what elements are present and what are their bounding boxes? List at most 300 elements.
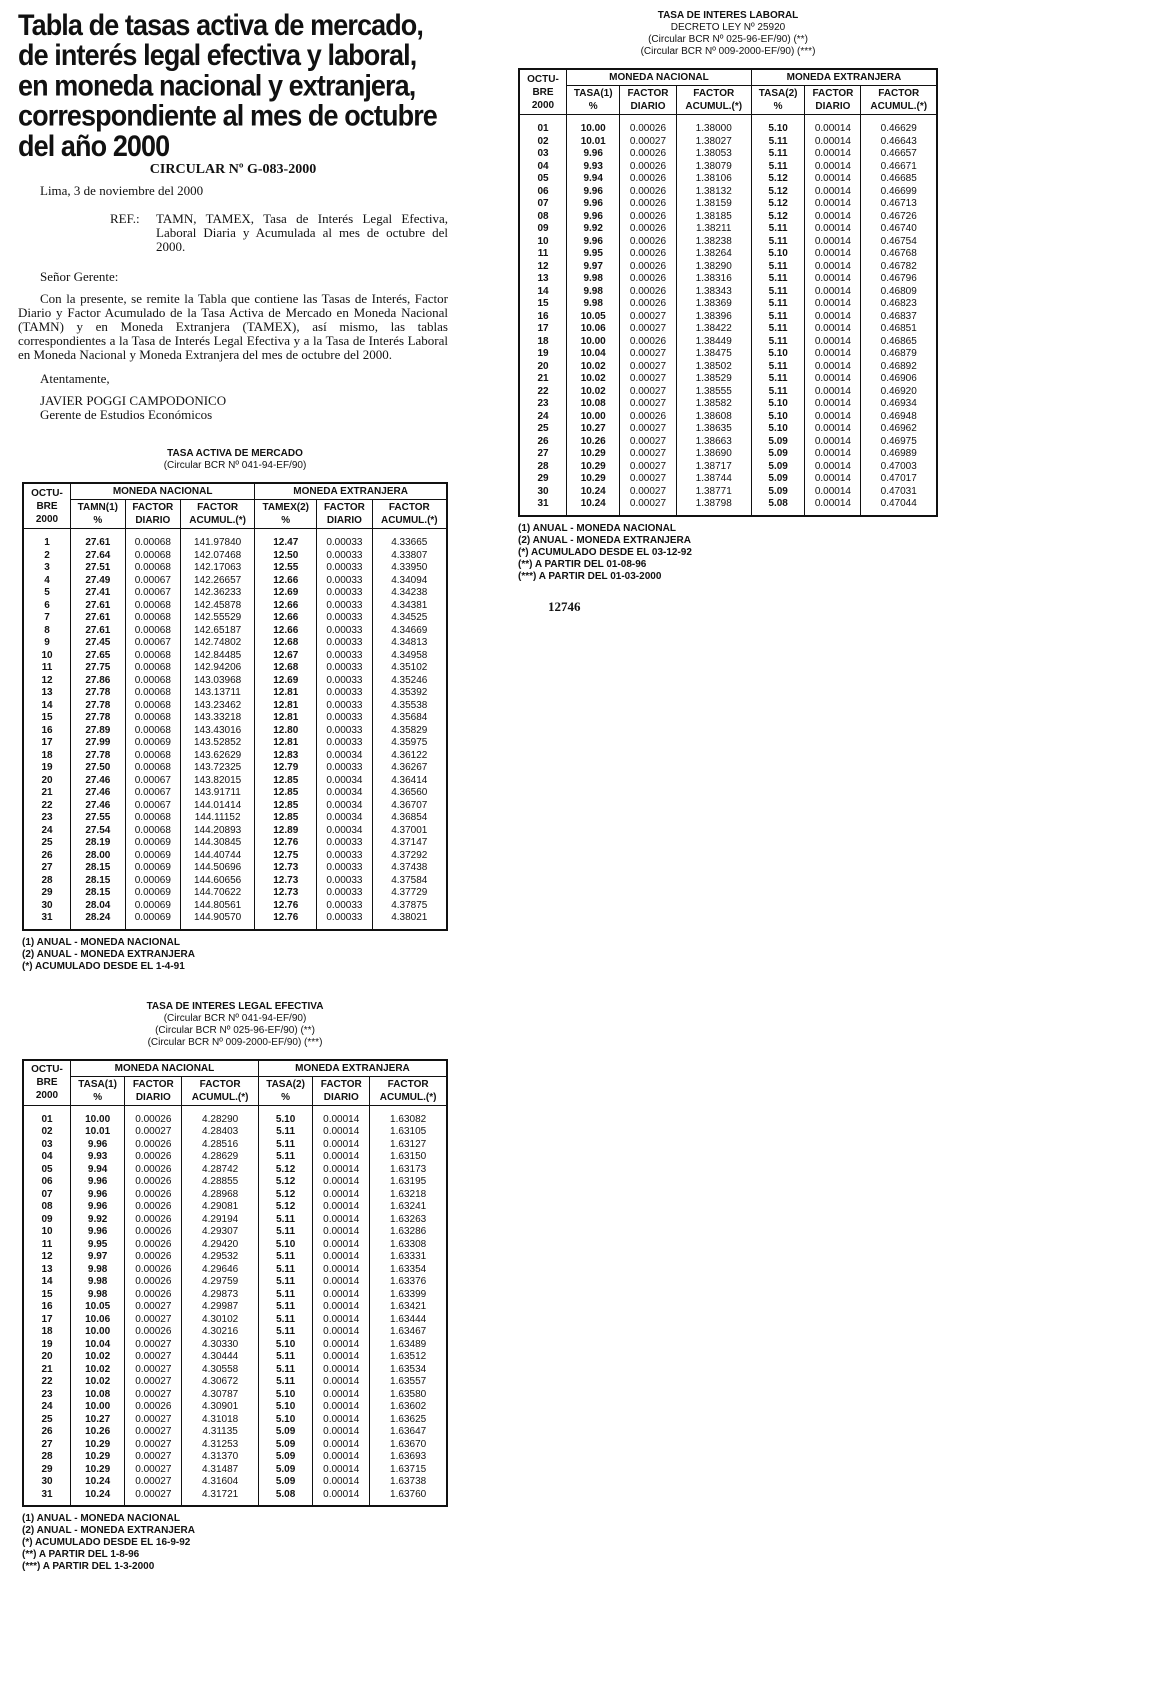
table-cell: 0.00033 [317, 875, 372, 888]
table-cell: 12.66 [255, 625, 317, 638]
table-cell: 06 [519, 186, 567, 199]
table-cell: 29 [23, 887, 71, 900]
table-cell: 4.37438 [372, 862, 447, 875]
table-cell: 1.38238 [676, 236, 751, 249]
table-cell: 0.00069 [125, 887, 180, 900]
column-header [313, 1076, 370, 1105]
table-cell: 10.02 [567, 386, 620, 399]
table-cell: 12.81 [255, 700, 317, 713]
table-cell: 0.00027 [125, 1126, 182, 1139]
table-cell: 1.63467 [370, 1326, 447, 1339]
table-cell: 4.37001 [372, 825, 447, 838]
table-cell: 27.78 [71, 750, 126, 763]
table-cell: 0.00014 [313, 1476, 370, 1489]
table-cell: 0.46796 [861, 273, 937, 286]
table-cell: 4.29646 [182, 1264, 259, 1277]
table-cell: 4.28968 [182, 1189, 259, 1202]
table-cell: 21 [519, 373, 567, 386]
table-row [23, 1489, 447, 1507]
table-row [23, 1226, 447, 1239]
table-cell: 0.47017 [861, 473, 937, 486]
table-cell: 5.11 [258, 1326, 312, 1339]
table-row [519, 348, 937, 361]
table-cell: 4.30787 [182, 1389, 259, 1402]
table-cell: 0.00033 [317, 712, 372, 725]
table-cell: 5.11 [751, 136, 804, 149]
table-row [23, 1301, 447, 1314]
table-cell: 5.11 [258, 1301, 312, 1314]
column-header [125, 1076, 182, 1105]
group-header-moneda-extranjera: MONEDA EXTRANJERA [258, 1060, 447, 1077]
table-cell: 5.09 [751, 461, 804, 474]
table-cell: 0.00033 [317, 762, 372, 775]
table-cell: 4.37875 [372, 900, 447, 913]
table-cell: 0.00014 [313, 1314, 370, 1327]
table-cell: 4.35975 [372, 737, 447, 750]
table-cell: 0.00026 [125, 1251, 182, 1264]
table-cell: 17 [23, 1314, 71, 1327]
table-cell: 0.00014 [313, 1176, 370, 1189]
table-cell: 0.00027 [125, 1389, 182, 1402]
reference-block [110, 212, 448, 254]
table-cell: 0.00027 [620, 486, 676, 499]
table-row [23, 725, 447, 738]
table-cell: 26 [23, 1426, 71, 1439]
table-row [519, 336, 937, 349]
table-cell: 27.41 [71, 587, 126, 600]
group-header-moneda-extranjera: MONEDA EXTRANJERA [255, 483, 447, 500]
table-cell: 144.50696 [180, 862, 254, 875]
table-cell: 5.11 [258, 1226, 312, 1239]
table-cell: 0.00027 [620, 461, 676, 474]
table-cell: 5.11 [751, 298, 804, 311]
table-cell: 0.46768 [861, 248, 937, 261]
table-cell: 5.12 [751, 186, 804, 199]
header-line: ACUMUL.(*) [380, 515, 438, 526]
column-header [317, 500, 372, 529]
table-cell: 0.46671 [861, 161, 937, 174]
header-line: FACTOR [387, 1078, 429, 1090]
footnote: (**) A PARTIR DEL 1-8-96 [22, 1549, 140, 1560]
table-cell: 0.00068 [125, 687, 180, 700]
table-cell: 27 [23, 1439, 71, 1452]
table-cell: 0.00027 [125, 1476, 182, 1489]
table-cell: 0.00014 [313, 1414, 370, 1427]
table-row [23, 575, 447, 588]
table-cell: 0.00027 [125, 1414, 182, 1427]
table-cell: 5.12 [751, 211, 804, 224]
table-cell: 0.00026 [125, 1264, 182, 1277]
table-cell: 0.00033 [317, 625, 372, 638]
table-row [23, 1289, 447, 1302]
table-cell: 26 [519, 436, 567, 449]
table-cell: 1.63557 [370, 1376, 447, 1389]
table-cell: 1.38027 [676, 136, 751, 149]
table-cell: 4.35538 [372, 700, 447, 713]
table-cell: 143.13711 [180, 687, 254, 700]
table-cell: 10.01 [567, 136, 620, 149]
table-cell: 08 [519, 211, 567, 224]
table-cell: 0.00014 [805, 261, 861, 274]
table-cell: 4.30330 [182, 1339, 259, 1352]
table-row [23, 887, 447, 900]
table-cell: 5.09 [751, 448, 804, 461]
table-cell: 0.00026 [620, 198, 676, 211]
table-subtitle: (Circular BCR Nº 009-2000-EF/90) (***) [640, 46, 816, 57]
table-cell: 27.78 [71, 687, 126, 700]
column-header [805, 86, 861, 115]
table-cell: 1.38449 [676, 336, 751, 349]
table-cell: 14 [23, 700, 71, 713]
table-cell: 23 [23, 812, 71, 825]
table-cell: 1.38106 [676, 173, 751, 186]
table-cell: 5.10 [258, 1389, 312, 1402]
left-column [18, 10, 448, 1573]
table-cell: 9.96 [71, 1226, 125, 1239]
table-cell: 0.00026 [125, 1214, 182, 1227]
table-cell: 0.00033 [317, 600, 372, 613]
table-cell: 4.38021 [372, 912, 447, 930]
table-cell: 27.64 [71, 550, 126, 563]
table-cell: 27.65 [71, 650, 126, 663]
table-cell: 1.38211 [676, 223, 751, 236]
reference-label: REF.: [110, 211, 140, 226]
table-cell: 1.63173 [370, 1164, 447, 1177]
table-cell: 0.00026 [620, 186, 676, 199]
table-cell: 0.00067 [125, 637, 180, 650]
table-cell: 1.63421 [370, 1301, 447, 1314]
table-cell: 144.30845 [180, 837, 254, 850]
table-row [519, 161, 937, 174]
table-cell: 4.30901 [182, 1401, 259, 1414]
table-cell: 10.26 [567, 436, 620, 449]
table-cell: 1.38132 [676, 186, 751, 199]
table-cell: 0.00027 [620, 436, 676, 449]
table-cell: 09 [23, 1214, 71, 1227]
table-cell: 0.00014 [313, 1464, 370, 1477]
table-cell: 16 [23, 725, 71, 738]
table-cell: 9.97 [567, 261, 620, 274]
table-row [23, 1339, 447, 1352]
table-cell: 28 [519, 461, 567, 474]
table-cell: 4.30672 [182, 1376, 259, 1389]
table-cell: 12.89 [255, 825, 317, 838]
header-line: TAMEX(2) [262, 502, 309, 513]
table-cell: 18 [23, 1326, 71, 1339]
table-cell: 4.29081 [182, 1201, 259, 1214]
table-row [23, 1189, 447, 1202]
table-cell: 10.27 [71, 1414, 125, 1427]
table-cell: 5.08 [258, 1489, 312, 1507]
table-cell: 0.00027 [620, 498, 676, 516]
footnote: (*) ACUMULADO DESDE EL 03-12-92 [518, 546, 692, 558]
table-block-legal [18, 1001, 448, 1574]
table-cell: 0.00027 [620, 373, 676, 386]
place-date: Lima, 3 de noviembre del 2000 [40, 183, 204, 198]
table-cell: 0.00026 [620, 336, 676, 349]
column-header [180, 500, 254, 529]
table-row [23, 625, 447, 638]
table-cell: 4.35392 [372, 687, 447, 700]
table-cell: 0.00068 [125, 825, 180, 838]
table-cell: 28.19 [71, 837, 126, 850]
table-cell: 1.63286 [370, 1226, 447, 1239]
table-row [23, 800, 447, 813]
table-cell: 12.73 [255, 875, 317, 888]
group-header-moneda-nacional: MONEDA NACIONAL [71, 483, 255, 500]
table-cell: 4.31604 [182, 1476, 259, 1489]
table-cell: 12.50 [255, 550, 317, 563]
table-cell: 10 [519, 236, 567, 249]
header-line: ACUMUL.(*) [379, 1091, 437, 1103]
table-cell: 12.69 [255, 675, 317, 688]
table-row [23, 1401, 447, 1414]
table-cell: 0.00069 [125, 912, 180, 930]
table-cell: 1.63105 [370, 1126, 447, 1139]
table-cell: 5.12 [751, 173, 804, 186]
table-cell: 0.46685 [861, 173, 937, 186]
table-cell: 4.28855 [182, 1176, 259, 1189]
table-cell: 28.00 [71, 850, 126, 863]
column-header [372, 500, 447, 529]
month-column-header [519, 69, 567, 115]
table-cell: 4.37292 [372, 850, 447, 863]
table-cell: 1.63354 [370, 1264, 447, 1277]
table-row [519, 498, 937, 516]
table-cell: 0.00026 [620, 248, 676, 261]
table-cell: 1.38663 [676, 436, 751, 449]
table-cell: 0.00034 [317, 800, 372, 813]
table-cell: 0.00014 [805, 211, 861, 224]
table-cell: 28 [23, 875, 71, 888]
table-cell: 0.00014 [805, 398, 861, 411]
table-cell: 0.00014 [805, 173, 861, 186]
table-subtitle: DECRETO LEY Nº 25920 [670, 22, 786, 33]
table-cell: 10 [23, 1226, 71, 1239]
table-cell: 10.29 [567, 448, 620, 461]
table-cell: 1.38422 [676, 323, 751, 336]
table-cell: 0.00027 [620, 386, 676, 399]
table-cell: 10.00 [71, 1326, 125, 1339]
table-cell: 12.85 [255, 787, 317, 800]
table-cell: 0.00014 [805, 473, 861, 486]
table-cell: 5.09 [258, 1451, 312, 1464]
header-line: BRE [36, 1077, 58, 1088]
footnote: (2) ANUAL - MONEDA EXTRANJERA [518, 534, 691, 546]
table-cell: 0.00027 [125, 1339, 182, 1352]
table-cell: 5.10 [258, 1414, 312, 1427]
table-cell: 4.36414 [372, 775, 447, 788]
table-cell: 1.63693 [370, 1451, 447, 1464]
table-cell: 10.04 [71, 1339, 125, 1352]
table-cell: 4.33665 [372, 537, 447, 550]
table-subtitle: (Circular BCR Nº 009-2000-EF/90) (***) [147, 1036, 323, 1048]
table-row [519, 223, 937, 236]
table-cell: 0.46713 [861, 198, 937, 211]
header-line: % [281, 515, 291, 526]
table-cell: 0.00069 [125, 837, 180, 850]
table-cell: 27.89 [71, 725, 126, 738]
table-cell: 0.00014 [805, 273, 861, 286]
table-cell: 5.11 [258, 1151, 312, 1164]
table-cell: 9.96 [567, 211, 620, 224]
table-cell: 12.81 [255, 687, 317, 700]
table-cell: 12.73 [255, 887, 317, 900]
table-cell: 5.11 [258, 1214, 312, 1227]
table-cell: 4.33950 [372, 562, 447, 575]
table-cell: 0.00026 [620, 261, 676, 274]
table-row [519, 398, 937, 411]
table-cell: 4.31487 [182, 1464, 259, 1477]
table-cell: 5.11 [751, 361, 804, 374]
table-cell: 4.31253 [182, 1439, 259, 1452]
table-row [23, 662, 447, 675]
table-cell: 142.55529 [180, 612, 254, 625]
table-cell: 14 [23, 1276, 71, 1289]
table-cell: 0.00033 [317, 550, 372, 563]
table-cell: 03 [519, 148, 567, 161]
table-cell: 27.54 [71, 825, 126, 838]
header-line: DIARIO [135, 515, 171, 526]
table-cell: 0.00014 [313, 1114, 370, 1127]
table-cell: 5.10 [751, 348, 804, 361]
table-row [23, 537, 447, 550]
table-cell: 1.63218 [370, 1189, 447, 1202]
table-cell: 10.24 [567, 498, 620, 516]
table-cell: 0.46740 [861, 223, 937, 236]
table-cell: 10.24 [567, 486, 620, 499]
table-cell: 0.00068 [125, 700, 180, 713]
table-cell: 0.00027 [125, 1364, 182, 1377]
table-cell: 5.10 [751, 411, 804, 424]
table-cell: 5.12 [751, 198, 804, 211]
table-row [23, 1376, 447, 1389]
table-cell: 4 [23, 575, 71, 588]
table-cell: 0.00027 [125, 1351, 182, 1364]
rates-table-activa [22, 482, 448, 931]
table-cell: 1.63195 [370, 1176, 447, 1189]
table-cell: 1.63241 [370, 1201, 447, 1214]
header-line: TAMN(1) [77, 502, 119, 513]
table-cell: 10.02 [567, 373, 620, 386]
footnote: (***) A PARTIR DEL 01-03-2000 [518, 570, 662, 582]
table-cell: 1.38529 [676, 373, 751, 386]
table-cell: 11 [23, 662, 71, 675]
column-header [182, 1076, 259, 1105]
table-cell: 03 [23, 1139, 71, 1152]
table-cell: 5.11 [751, 223, 804, 236]
table-cell: 144.01414 [180, 800, 254, 813]
table-cell: 5.11 [258, 1351, 312, 1364]
table-cell: 5.10 [258, 1401, 312, 1414]
table-row [519, 461, 937, 474]
table-cell: 12.79 [255, 762, 317, 775]
table-cell: 10.27 [567, 423, 620, 436]
table-cell: 4.33807 [372, 550, 447, 563]
table-cell: 143.43016 [180, 725, 254, 738]
table-cell: 144.20893 [180, 825, 254, 838]
table-cell: 144.90570 [180, 912, 254, 930]
footnote: (2) ANUAL - MONEDA EXTRANJERA [22, 1525, 195, 1536]
table-cell: 0.00026 [620, 298, 676, 311]
table-cell: 0.00068 [125, 712, 180, 725]
table-row [23, 875, 447, 888]
table-cell: 0.00014 [313, 1451, 370, 1464]
table-title-block [518, 10, 938, 58]
table-cell: 5.11 [258, 1289, 312, 1302]
header-line: ACUMUL.(*) [870, 101, 928, 112]
table-cell: 5.08 [751, 498, 804, 516]
table-cell: 5.10 [751, 248, 804, 261]
table-cell: 0.00068 [125, 550, 180, 563]
table-cell: 4.34813 [372, 637, 447, 650]
table-row [519, 386, 937, 399]
table-cell: 10.29 [567, 461, 620, 474]
table-cell: 143.62629 [180, 750, 254, 763]
table-row [23, 712, 447, 725]
table-cell: 12.47 [255, 537, 317, 550]
table-row [23, 1314, 447, 1327]
table-cell: 1.63263 [370, 1214, 447, 1227]
table-cell: 0.46823 [861, 298, 937, 311]
table-cell: 27.86 [71, 675, 126, 688]
table-cell: 142.45878 [180, 600, 254, 613]
table-cell: 4.28516 [182, 1139, 259, 1152]
table-cell: 4.34958 [372, 650, 447, 663]
table-row [23, 1201, 447, 1214]
table-cell: 1.38744 [676, 473, 751, 486]
table-row [23, 1239, 447, 1252]
table-subtitle: (Circular BCR Nº 041-94-EF/90) [163, 460, 307, 471]
table-footnotes [22, 937, 448, 973]
table-row [23, 587, 447, 600]
table-cell: 1.38185 [676, 211, 751, 224]
table-cell: 0.00026 [125, 1276, 182, 1289]
table-cell: 10.00 [71, 1114, 125, 1127]
table-cell: 5.09 [258, 1464, 312, 1477]
table-cell: 10.00 [567, 336, 620, 349]
header-line: TASA(2) [266, 1078, 305, 1090]
table-row [519, 248, 937, 261]
table-cell: 5.10 [751, 123, 804, 136]
table-cell: 0.00068 [125, 762, 180, 775]
table-cell: 0.00014 [313, 1389, 370, 1402]
table-cell: 0.00068 [125, 675, 180, 688]
table-cell: 0.46934 [861, 398, 937, 411]
table-cell: 20 [23, 1351, 71, 1364]
header-line: TASA(2) [758, 88, 798, 99]
table-cell: 12 [519, 261, 567, 274]
table-subtitle: (Circular BCR Nº 025-96-EF/90) (**) [155, 1024, 315, 1036]
table-cell: 24 [519, 411, 567, 424]
table-cell: 4.34525 [372, 612, 447, 625]
month-column-header [23, 1060, 71, 1106]
table-cell: 0.47044 [861, 498, 937, 516]
column-header [71, 500, 126, 529]
header-line: FACTOR [199, 1078, 241, 1090]
header-line: % [93, 1091, 103, 1103]
table-cell: 0.00026 [620, 236, 676, 249]
table-row [23, 737, 447, 750]
table-cell: 0.00014 [313, 1126, 370, 1139]
table-row [23, 687, 447, 700]
table-cell: 143.82015 [180, 775, 254, 788]
table-cell: 5.11 [751, 323, 804, 336]
header-line: ACUMUL.(*) [685, 101, 743, 112]
table-cell: 5.11 [258, 1264, 312, 1277]
table-cell: 13 [23, 687, 71, 700]
table-cell: 142.65187 [180, 625, 254, 638]
